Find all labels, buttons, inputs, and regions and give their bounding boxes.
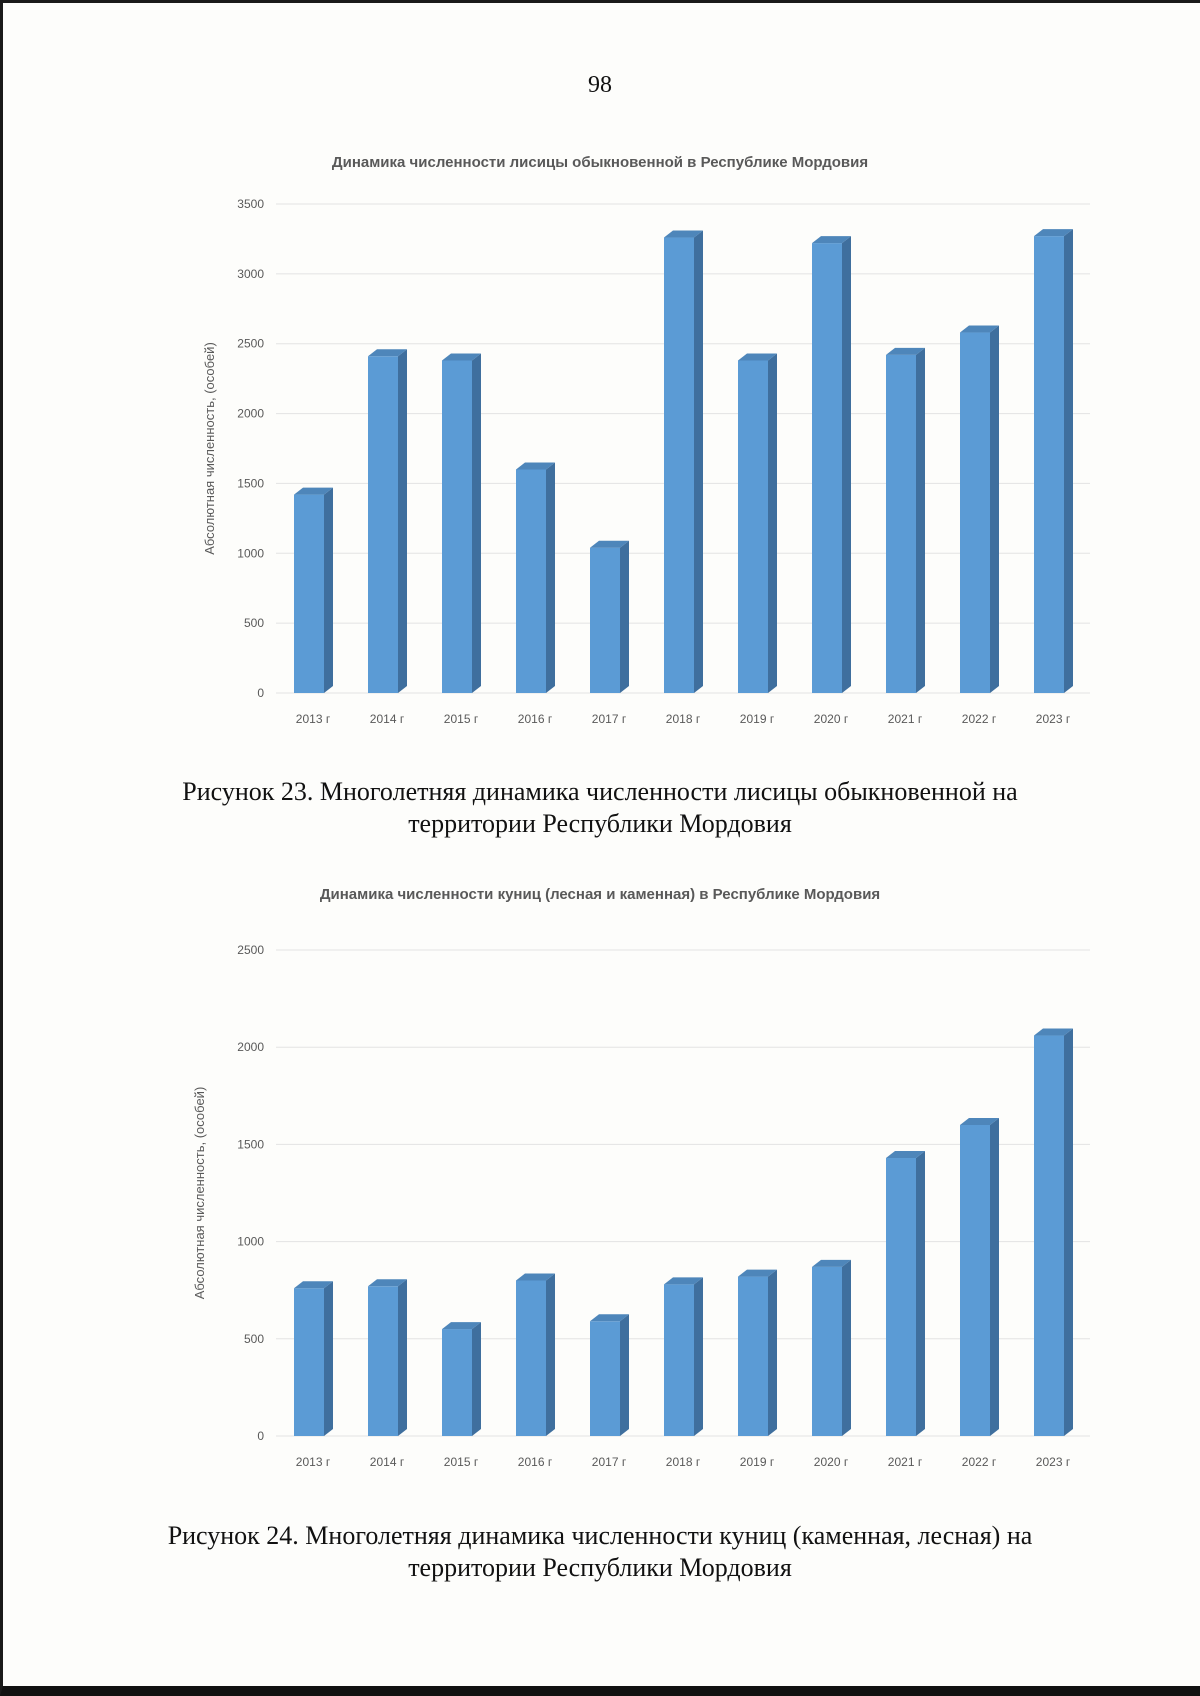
bar-side xyxy=(398,349,407,693)
bar-front xyxy=(368,1286,398,1436)
y-tick-label: 0 xyxy=(257,1429,264,1443)
bar xyxy=(664,231,703,693)
x-tick-label: 2019 г xyxy=(739,712,775,726)
y-tick-label: 500 xyxy=(243,616,264,631)
bar xyxy=(812,236,851,693)
bar-front xyxy=(442,1329,472,1436)
y-tick-label: 1500 xyxy=(237,1137,264,1152)
bar xyxy=(294,1281,333,1436)
bar xyxy=(590,541,629,693)
bar-side xyxy=(546,462,555,693)
bar-side xyxy=(990,1118,999,1436)
bar-side xyxy=(472,1322,481,1436)
figure-23-caption xyxy=(0,776,1200,840)
page-number: 98 xyxy=(588,72,612,98)
bar-side xyxy=(768,1270,777,1436)
bar-front xyxy=(294,495,324,693)
bar xyxy=(590,1314,629,1436)
fox-population-chart xyxy=(0,148,1200,738)
x-tick-label: 2018 г xyxy=(665,712,701,726)
marten-population-chart xyxy=(0,880,1200,1470)
bar-front xyxy=(960,1125,990,1436)
bar-side xyxy=(694,231,703,693)
bar-front xyxy=(368,356,398,693)
bar xyxy=(516,462,555,693)
caption-line: территории Республики Мордовия xyxy=(408,1553,792,1582)
y-tick-label: 2500 xyxy=(237,336,264,351)
marten-chart-plot xyxy=(0,880,1200,1470)
x-tick-label: 2023 г xyxy=(1035,712,1071,726)
y-tick-label: 1000 xyxy=(237,546,264,561)
bar xyxy=(368,1279,407,1436)
bar xyxy=(368,349,407,693)
x-tick-label: 2015 г xyxy=(443,1455,479,1469)
bar-side xyxy=(324,488,333,693)
caption-line: территории Республики Мордовия xyxy=(408,809,792,838)
y-tick-label: 3500 xyxy=(237,197,264,211)
chart-title: Динамика численности лисицы обыкновенной в Республике Мордовия xyxy=(331,154,869,171)
bar-front xyxy=(516,1280,546,1436)
caption-line: Рисунок 24. Многолетняя динамика численности куниц (каменная, лесная) на xyxy=(167,1521,1033,1550)
y-axis-label: Абсолютная численность, (особей) xyxy=(202,342,217,555)
bar xyxy=(886,1151,925,1436)
bar-front xyxy=(442,360,472,693)
bar xyxy=(442,353,481,693)
bar xyxy=(960,1118,999,1436)
x-tick-label: 2022 г xyxy=(961,1455,997,1469)
x-tick-label: 2016 г xyxy=(517,712,553,726)
x-tick-label: 2015 г xyxy=(443,712,479,726)
bar-front xyxy=(960,333,990,693)
bar-front xyxy=(886,1158,916,1436)
bar xyxy=(1034,1029,1073,1436)
x-tick-label: 2023 г xyxy=(1035,1455,1071,1469)
x-tick-label: 2017 г xyxy=(591,712,627,726)
x-tick-label: 2013 г xyxy=(295,1455,331,1469)
bar xyxy=(738,1270,777,1436)
bar-side xyxy=(916,348,925,693)
bar-front xyxy=(664,1284,694,1436)
y-tick-label: 0 xyxy=(257,686,264,700)
bar-front xyxy=(664,238,694,693)
bar-front xyxy=(738,360,768,693)
bar-side xyxy=(842,1260,851,1436)
bar-front xyxy=(516,469,546,693)
x-tick-label: 2013 г xyxy=(295,712,331,726)
x-tick-label: 2019 г xyxy=(739,1455,775,1469)
caption-line: Рисунок 23. Многолетняя динамика численности лисицы обыкновенной на xyxy=(182,777,1018,806)
bar-side xyxy=(546,1273,555,1436)
bar xyxy=(442,1322,481,1436)
bar-front xyxy=(738,1277,768,1436)
bar xyxy=(738,353,777,693)
bar-side xyxy=(324,1281,333,1436)
bar-side xyxy=(990,326,999,693)
bar-side xyxy=(842,236,851,693)
bar-side xyxy=(398,1279,407,1436)
y-tick-label: 3000 xyxy=(237,266,264,281)
bar xyxy=(812,1260,851,1436)
bar-side xyxy=(620,1314,629,1436)
bar xyxy=(886,348,925,693)
y-tick-label: 2000 xyxy=(237,1040,264,1055)
y-axis-label: Абсолютная численность, (особей) xyxy=(192,1086,207,1300)
x-tick-label: 2014 г xyxy=(369,712,405,726)
y-tick-label: 2000 xyxy=(237,406,264,421)
bar-side xyxy=(694,1277,703,1436)
x-tick-label: 2017 г xyxy=(591,1455,627,1469)
bar-front xyxy=(812,1267,842,1436)
bar xyxy=(294,488,333,693)
bar-front xyxy=(1034,236,1064,693)
bar xyxy=(664,1277,703,1436)
bar-side xyxy=(768,353,777,693)
x-tick-label: 2016 г xyxy=(517,1455,553,1469)
bar-front xyxy=(886,355,916,693)
bar-side xyxy=(620,541,629,693)
x-tick-label: 2020 г xyxy=(813,712,849,726)
fox-chart-plot xyxy=(0,148,1200,738)
chart-title: Динамика численности куниц (лесная и каменная) в Республике Мордовия xyxy=(319,886,881,903)
figure-24-caption xyxy=(0,1520,1200,1584)
x-tick-label: 2014 г xyxy=(369,1455,405,1469)
y-tick-label: 1000 xyxy=(237,1234,264,1249)
bar-front xyxy=(294,1288,324,1436)
bar-front xyxy=(590,548,620,693)
bar xyxy=(1034,229,1073,693)
y-tick-label: 1500 xyxy=(237,476,264,491)
x-tick-label: 2021 г xyxy=(887,1455,923,1469)
x-tick-label: 2020 г xyxy=(813,1455,849,1469)
y-tick-label: 2500 xyxy=(237,943,264,957)
bar-front xyxy=(1034,1036,1064,1436)
bar-side xyxy=(1064,1029,1073,1436)
bar xyxy=(960,326,999,693)
bar-side xyxy=(472,353,481,693)
bar-side xyxy=(916,1151,925,1436)
x-tick-label: 2021 г xyxy=(887,712,923,726)
bar xyxy=(516,1273,555,1436)
x-tick-label: 2018 г xyxy=(665,1455,701,1469)
bar-side xyxy=(1064,229,1073,693)
x-tick-label: 2022 г xyxy=(961,712,997,726)
bar-front xyxy=(812,243,842,693)
y-tick-label: 500 xyxy=(243,1331,264,1346)
bar-front xyxy=(590,1321,620,1436)
